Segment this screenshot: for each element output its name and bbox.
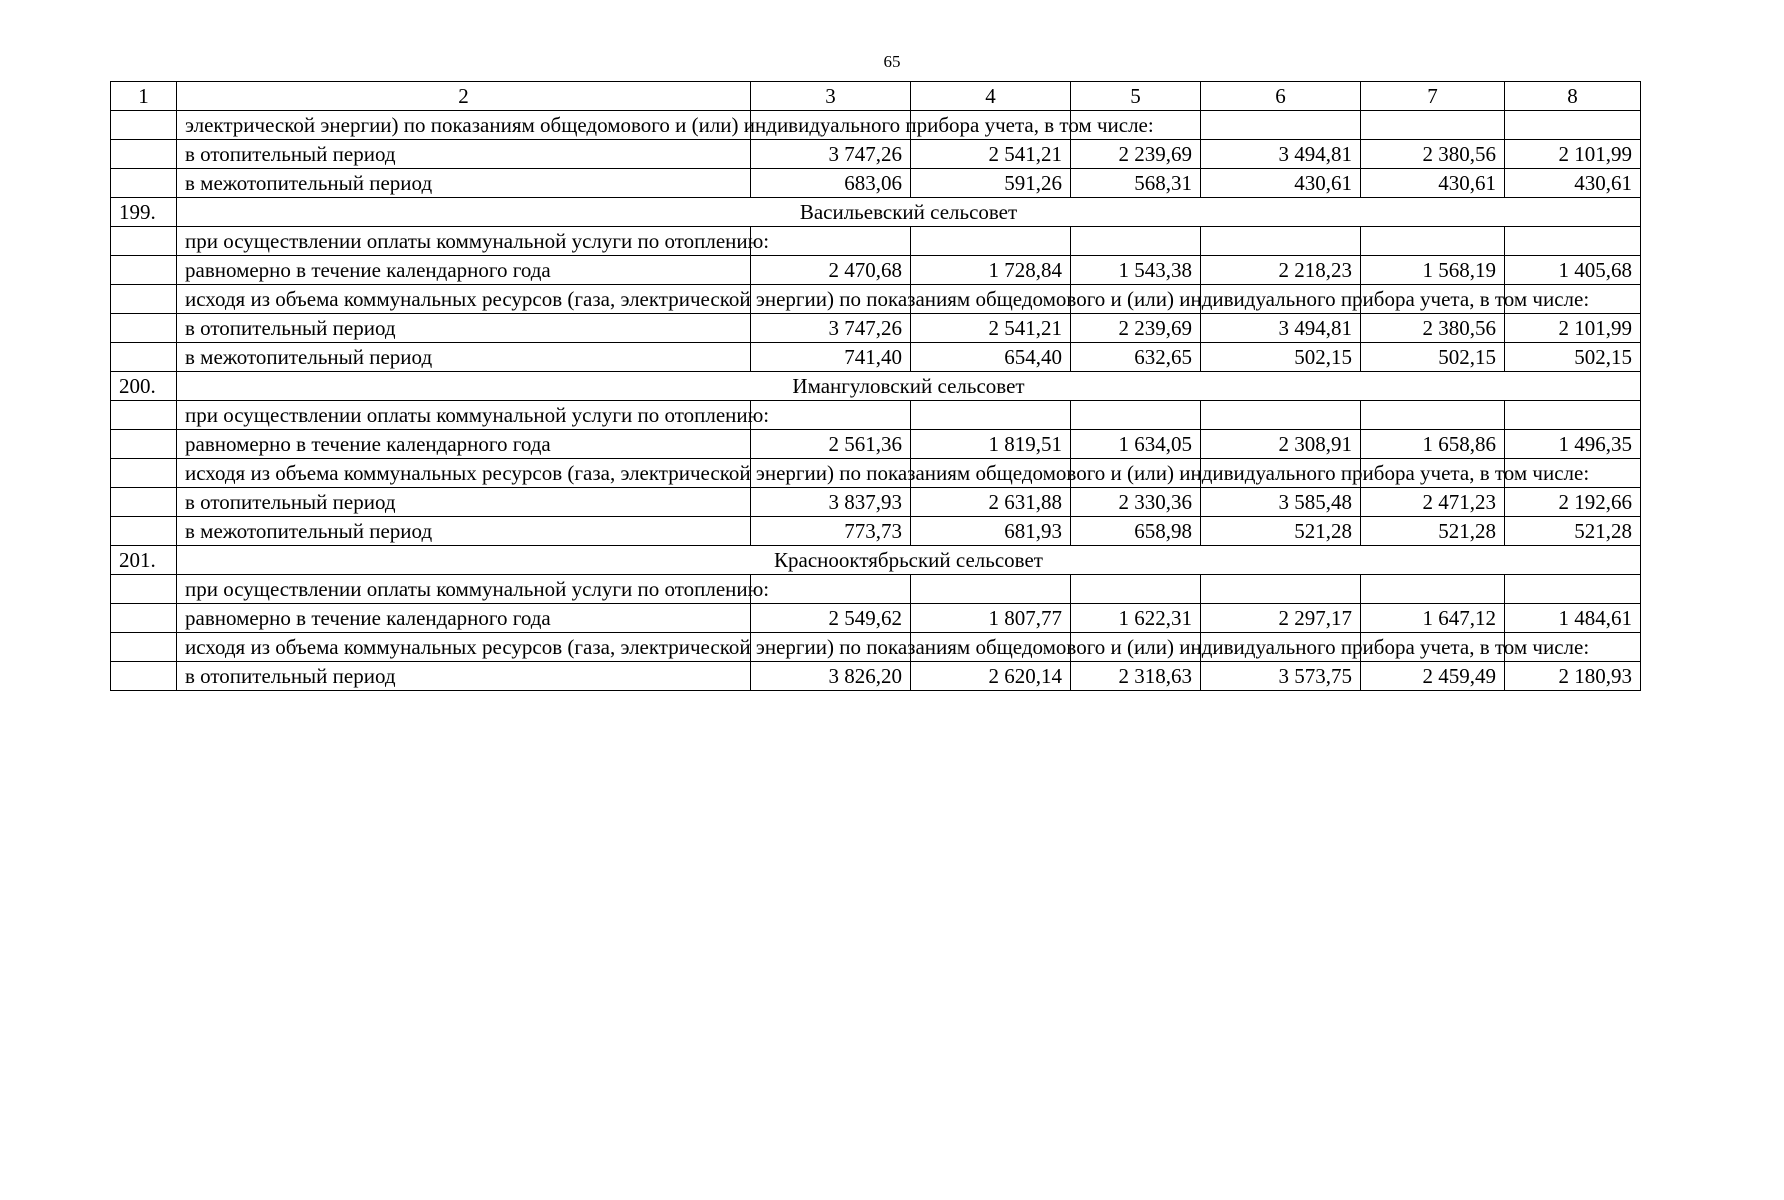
value-cell: 2 459,49 <box>1361 662 1505 691</box>
row-number: 199. <box>111 198 177 227</box>
header-cell: 3 <box>751 82 911 111</box>
table-row <box>111 227 1641 256</box>
value-cell: 1 634,05 <box>1071 430 1201 459</box>
page-number: 65 <box>883 52 901 71</box>
value-cell: 2 297,17 <box>1201 604 1361 633</box>
value-cell <box>1505 111 1641 140</box>
value-cell: 3 494,81 <box>1201 140 1361 169</box>
value-cell: 2 541,21 <box>911 314 1071 343</box>
value-cell: 2 330,36 <box>1071 488 1201 517</box>
table-row <box>111 430 1641 459</box>
value-cell: 2 239,69 <box>1071 140 1201 169</box>
value-cell: 2 318,63 <box>1071 662 1201 691</box>
value-cell: 521,28 <box>1505 517 1641 546</box>
value-cell: 2 239,69 <box>1071 314 1201 343</box>
row-number <box>111 169 177 198</box>
value-cell: 2 308,91 <box>1201 430 1361 459</box>
value-cell <box>1505 401 1641 430</box>
value-cell: 430,61 <box>1361 169 1505 198</box>
table-row <box>111 285 1641 314</box>
value-cell <box>1361 575 1505 604</box>
header-cell: 5 <box>1071 82 1201 111</box>
table-row <box>111 604 1641 633</box>
value-cell: 521,28 <box>1201 517 1361 546</box>
header-cell: 7 <box>1361 82 1505 111</box>
value-cell: 2 101,99 <box>1505 140 1641 169</box>
table-row <box>111 314 1641 343</box>
section-title: Васильевский сельсовет <box>177 198 1641 227</box>
row-number <box>111 227 177 256</box>
table-row <box>111 459 1641 488</box>
value-cell <box>1201 111 1361 140</box>
value-cell: 741,40 <box>751 343 911 372</box>
value-cell: 1 622,31 <box>1071 604 1201 633</box>
value-cell: 1 543,38 <box>1071 256 1201 285</box>
value-cell: 430,61 <box>1201 169 1361 198</box>
value-cell: 1 405,68 <box>1505 256 1641 285</box>
table-row <box>111 633 1641 662</box>
header-row <box>111 82 1641 111</box>
row-number <box>111 285 177 314</box>
value-cell <box>1505 227 1641 256</box>
value-cell: 3 573,75 <box>1201 662 1361 691</box>
value-cell: 1 568,19 <box>1361 256 1505 285</box>
header-cell: 2 <box>177 82 751 111</box>
row-number <box>111 401 177 430</box>
row-number <box>111 633 177 662</box>
value-cell: 3 494,81 <box>1201 314 1361 343</box>
row-label: в межотопительный период <box>177 169 751 198</box>
value-cell: 2 471,23 <box>1361 488 1505 517</box>
value-cell: 521,28 <box>1361 517 1505 546</box>
row-number <box>111 256 177 285</box>
table-row <box>111 488 1641 517</box>
value-cell: 2 620,14 <box>911 662 1071 691</box>
value-cell: 568,31 <box>1071 169 1201 198</box>
value-cell <box>1201 227 1361 256</box>
table-row <box>111 169 1641 198</box>
row-label: равномерно в течение календарного года <box>177 256 751 285</box>
row-number <box>111 488 177 517</box>
value-cell: 2 180,93 <box>1505 662 1641 691</box>
value-cell <box>1361 111 1505 140</box>
value-cell <box>911 575 1071 604</box>
row-label: при осуществлении оплаты коммунальной услуги по отоплению: <box>177 401 751 430</box>
section-row <box>111 372 1641 401</box>
value-cell: 2 192,66 <box>1505 488 1641 517</box>
table-row <box>111 662 1641 691</box>
value-cell: 1 496,35 <box>1505 430 1641 459</box>
value-cell: 1 658,86 <box>1361 430 1505 459</box>
value-cell <box>751 401 911 430</box>
section-title: Имангуловский сельсовет <box>177 372 1641 401</box>
value-cell: 1 819,51 <box>911 430 1071 459</box>
table-row <box>111 140 1641 169</box>
section-title: Краснооктябрьский сельсовет <box>177 546 1641 575</box>
row-number <box>111 343 177 372</box>
value-cell <box>911 401 1071 430</box>
table-row <box>111 256 1641 285</box>
row-number <box>111 662 177 691</box>
value-cell: 430,61 <box>1505 169 1641 198</box>
row-number <box>111 604 177 633</box>
value-cell: 3 585,48 <box>1201 488 1361 517</box>
value-cell: 681,93 <box>911 517 1071 546</box>
row-number <box>111 517 177 546</box>
table-row <box>111 575 1641 604</box>
row-label: электрической энергии) по показаниям общедомового и (или) индивидуального прибора учета, в том числе: <box>177 111 751 140</box>
row-number: 200. <box>111 372 177 401</box>
value-cell: 2 218,23 <box>1201 256 1361 285</box>
section-row <box>111 198 1641 227</box>
row-number <box>111 314 177 343</box>
header-cell: 4 <box>911 82 1071 111</box>
value-cell: 2 101,99 <box>1505 314 1641 343</box>
value-cell: 683,06 <box>751 169 911 198</box>
value-cell: 2 541,21 <box>911 140 1071 169</box>
value-cell: 658,98 <box>1071 517 1201 546</box>
row-label: в межотопительный период <box>177 517 751 546</box>
tariff-table <box>110 81 1641 691</box>
table-row <box>111 111 1641 140</box>
table-row <box>111 343 1641 372</box>
value-cell: 502,15 <box>1361 343 1505 372</box>
header-cell: 1 <box>111 82 177 111</box>
table-row <box>111 517 1641 546</box>
value-cell: 502,15 <box>1201 343 1361 372</box>
value-cell <box>1071 401 1201 430</box>
value-cell <box>1201 401 1361 430</box>
row-label: равномерно в течение календарного года <box>177 430 751 459</box>
value-cell: 1 807,77 <box>911 604 1071 633</box>
row-label: в отопительный период <box>177 662 751 691</box>
value-cell <box>1201 575 1361 604</box>
row-label: в межотопительный период <box>177 343 751 372</box>
header-cell: 6 <box>1201 82 1361 111</box>
row-number <box>111 459 177 488</box>
value-cell: 1 647,12 <box>1361 604 1505 633</box>
value-cell: 773,73 <box>751 517 911 546</box>
value-cell <box>751 575 911 604</box>
row-label: равномерно в течение календарного года <box>177 604 751 633</box>
value-cell: 2 561,36 <box>751 430 911 459</box>
header-cell: 8 <box>1505 82 1641 111</box>
value-cell <box>1071 575 1201 604</box>
row-number <box>111 575 177 604</box>
value-cell <box>1071 227 1201 256</box>
row-label: при осуществлении оплаты коммунальной услуги по отоплению: <box>177 575 751 604</box>
value-cell: 3 747,26 <box>751 314 911 343</box>
value-cell: 2 631,88 <box>911 488 1071 517</box>
value-cell: 3 747,26 <box>751 140 911 169</box>
row-number <box>111 430 177 459</box>
row-number <box>111 140 177 169</box>
table-row <box>111 401 1641 430</box>
row-label: в отопительный период <box>177 488 751 517</box>
section-row <box>111 546 1641 575</box>
value-cell <box>751 227 911 256</box>
row-number <box>111 111 177 140</box>
value-cell <box>1361 227 1505 256</box>
value-cell: 3 826,20 <box>751 662 911 691</box>
value-cell <box>1361 401 1505 430</box>
value-cell: 591,26 <box>911 169 1071 198</box>
row-label: при осуществлении оплаты коммунальной услуги по отоплению: <box>177 227 751 256</box>
row-label: в отопительный период <box>177 140 751 169</box>
value-cell: 2 380,56 <box>1361 140 1505 169</box>
value-cell: 1 484,61 <box>1505 604 1641 633</box>
value-cell <box>911 227 1071 256</box>
row-label: исходя из объема коммунальных ресурсов (газа, электрической энергии) по показаниям общедомового и (или) индивидуального прибора учета, в том числе: <box>177 633 751 662</box>
row-label: в отопительный период <box>177 314 751 343</box>
value-cell: 2 380,56 <box>1361 314 1505 343</box>
row-label: исходя из объема коммунальных ресурсов (газа, электрической энергии) по показаниям общедомового и (или) индивидуального прибора учета, в том числе: <box>177 459 751 488</box>
row-number: 201. <box>111 546 177 575</box>
value-cell: 3 837,93 <box>751 488 911 517</box>
row-label: исходя из объема коммунальных ресурсов (газа, электрической энергии) по показаниям общедомового и (или) индивидуального прибора учета, в том числе: <box>177 285 751 314</box>
value-cell: 502,15 <box>1505 343 1641 372</box>
value-cell: 632,65 <box>1071 343 1201 372</box>
value-cell <box>1505 575 1641 604</box>
value-cell: 2 549,62 <box>751 604 911 633</box>
value-cell: 2 470,68 <box>751 256 911 285</box>
value-cell: 654,40 <box>911 343 1071 372</box>
value-cell: 1 728,84 <box>911 256 1071 285</box>
